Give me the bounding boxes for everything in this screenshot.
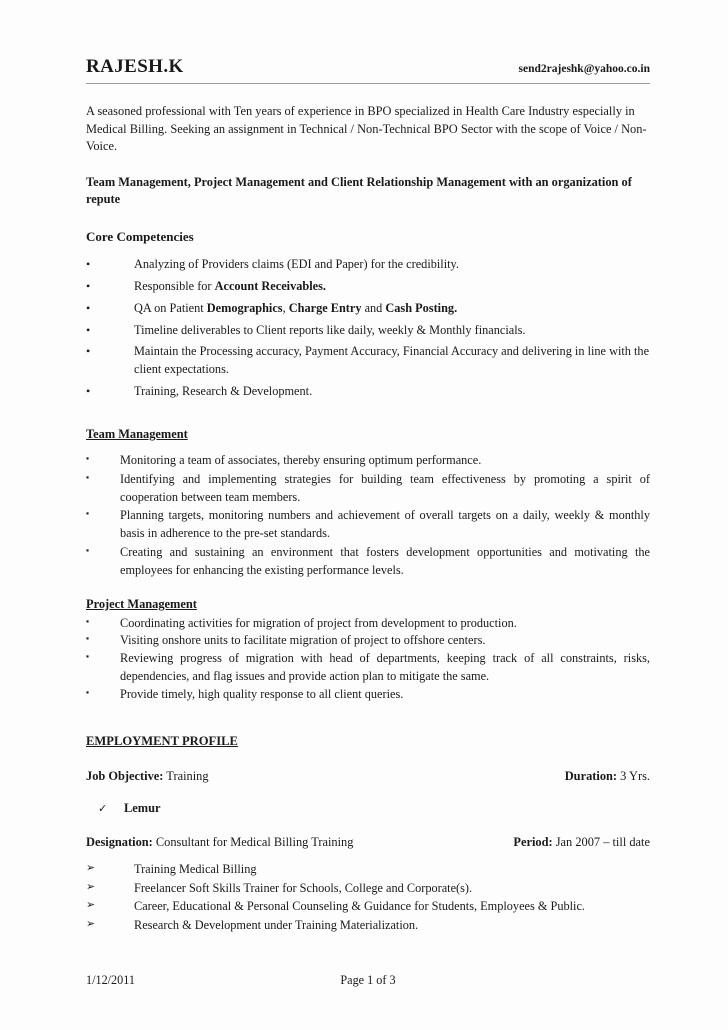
section-heading-team-management: Team Management — [86, 426, 188, 441]
job-objective-label: Job Objective: — [86, 768, 164, 783]
company-row — [86, 801, 650, 816]
footer-page-number: Page 1 of 3 — [340, 973, 396, 987]
period-value: Jan 2007 – till date — [552, 834, 650, 849]
list-item — [86, 471, 650, 507]
designation-label: Designation: — [86, 834, 153, 849]
square-bullet-icon: ▪ — [86, 651, 90, 662]
list-item-text: Maintain the Processing accuracy, Payment Accuracy, Financial Accuracy and delivering in line with the client expectations. — [134, 344, 650, 377]
section-heading-project-management: Project Management — [86, 596, 197, 611]
list-item-text: Visiting onshore units to facilitate migration of project to offshore centers. — [120, 633, 486, 648]
list-item — [86, 343, 650, 379]
designation-row — [86, 835, 650, 850]
arrow-bullet-icon: ➢ — [86, 880, 96, 893]
list-item-text: Training Medical Billing — [134, 861, 257, 876]
section-heading-core-competencies: Core Competencies — [86, 229, 194, 245]
list-item-text: Planning targets, monitoring numbers and achievement of overall targets on a daily, weekly & monthly basis in adherence to the pre-set standards. — [120, 508, 650, 541]
list-item-text: Analyzing of Providers claims (EDI and Paper) for the credibility. — [134, 257, 459, 272]
arrow-bullet-icon: ➢ — [86, 899, 96, 912]
designation — [86, 835, 353, 850]
list-item-text: Identifying and implementing strategies for building team effectiveness by promoting a spirit of cooperation between team members. — [120, 471, 650, 504]
list-item-text: Career, Educational & Personal Counseling & Guidance for Students, Employees & Public. — [134, 899, 585, 914]
list-item — [86, 256, 650, 274]
list-item — [86, 322, 650, 340]
project-management-list — [86, 615, 650, 704]
list-item-text: Freelancer Soft Skills Trainer for Schools, College and Corporate(s). — [134, 880, 473, 895]
period-label: Period: — [513, 834, 553, 849]
list-item — [86, 880, 650, 898]
list-item-text: Responsible for Account Receivables. — [134, 278, 326, 293]
duties-list — [86, 861, 650, 935]
team-management-list — [86, 452, 650, 580]
square-bullet-icon: ▪ — [86, 686, 90, 697]
list-item-text: Research & Development under Training Materialization. — [134, 918, 419, 933]
list-item-text: Monitoring a team of associates, thereby ensuring optimum performance. — [120, 452, 482, 467]
objective-statement: Team Management, Project Management and Client Relationship Management with an organization of repute — [86, 174, 632, 207]
list-item-text: Training, Research & Development. — [134, 384, 313, 399]
job-objective — [86, 769, 209, 784]
list-item — [86, 452, 650, 470]
period — [513, 835, 650, 850]
square-bullet-icon: ▪ — [86, 615, 90, 626]
duration — [565, 769, 650, 784]
square-bullet-icon: ▪ — [86, 471, 90, 482]
list-item-text: Timeline deliverables to Client reports like daily, weekly & Monthly financials. — [134, 322, 526, 337]
job-objective-value: Training — [163, 768, 209, 783]
list-item-text: QA on Patient Demographics, Charge Entry and Cash Posting. — [134, 300, 458, 315]
list-item — [86, 861, 650, 879]
square-bullet-icon: ▪ — [86, 544, 90, 555]
duration-value: 3 Yrs. — [617, 768, 650, 783]
list-item — [86, 300, 650, 318]
candidate-email: send2rajeshk@yahoo.co.in — [518, 63, 650, 75]
section-heading-employment-profile: EMPLOYMENT PROFILE — [86, 733, 238, 748]
professional-summary: A seasoned professional with Ten years of experience in BPO specialized in Health Care Industry especially in Medical Billing. Seeking an assignment in Technical / Non-Technical BPO Sector with the scope of Voice / Non-Voice. — [86, 104, 647, 154]
list-item-text: Creating and sustaining an environment that fosters development opportunities and motivating the employees for enhancing the existing performance levels. — [120, 544, 650, 577]
page-footer — [86, 973, 650, 988]
list-item — [86, 383, 650, 401]
list-item-text: Provide timely, high quality response to all client queries. — [120, 686, 404, 701]
round-bullet-icon: • — [86, 344, 91, 359]
round-bullet-icon: • — [86, 300, 91, 315]
list-item — [86, 898, 650, 916]
footer-spacer — [464, 973, 650, 988]
list-item — [86, 686, 650, 704]
round-bullet-icon: • — [86, 322, 91, 337]
list-item — [86, 507, 650, 543]
list-item — [86, 917, 650, 935]
arrow-bullet-icon: ➢ — [86, 918, 96, 931]
core-competencies-list — [86, 256, 650, 401]
header-divider — [86, 83, 650, 84]
candidate-name: RAJESH.K — [86, 56, 184, 77]
square-bullet-icon: ▪ — [86, 508, 90, 519]
list-item — [86, 615, 650, 633]
list-item — [86, 632, 650, 650]
square-bullet-icon: ▪ — [86, 633, 90, 644]
round-bullet-icon: • — [86, 278, 91, 293]
arrow-bullet-icon: ➢ — [86, 861, 96, 874]
job-objective-row — [86, 769, 650, 784]
round-bullet-icon: • — [86, 384, 91, 399]
list-item-text: Coordinating activities for migration of project from development to production. — [120, 615, 517, 630]
duration-label: Duration: — [564, 768, 618, 783]
list-item-text: Reviewing progress of migration with head of departments, keeping track of all constraints, risks, dependencies, and flag issues and provide action plan to mitigate the same. — [120, 651, 650, 684]
list-item — [86, 278, 650, 296]
document-header — [86, 56, 650, 78]
list-item — [86, 544, 650, 580]
list-item — [86, 650, 650, 686]
company-name: Lemur — [124, 800, 161, 815]
check-icon: ✓ — [98, 802, 108, 815]
footer-date: 1/12/2011 — [86, 973, 135, 987]
designation-value: Consultant for Medical Billing Training — [152, 834, 354, 849]
square-bullet-icon: ▪ — [86, 452, 90, 463]
round-bullet-icon: • — [86, 257, 91, 272]
